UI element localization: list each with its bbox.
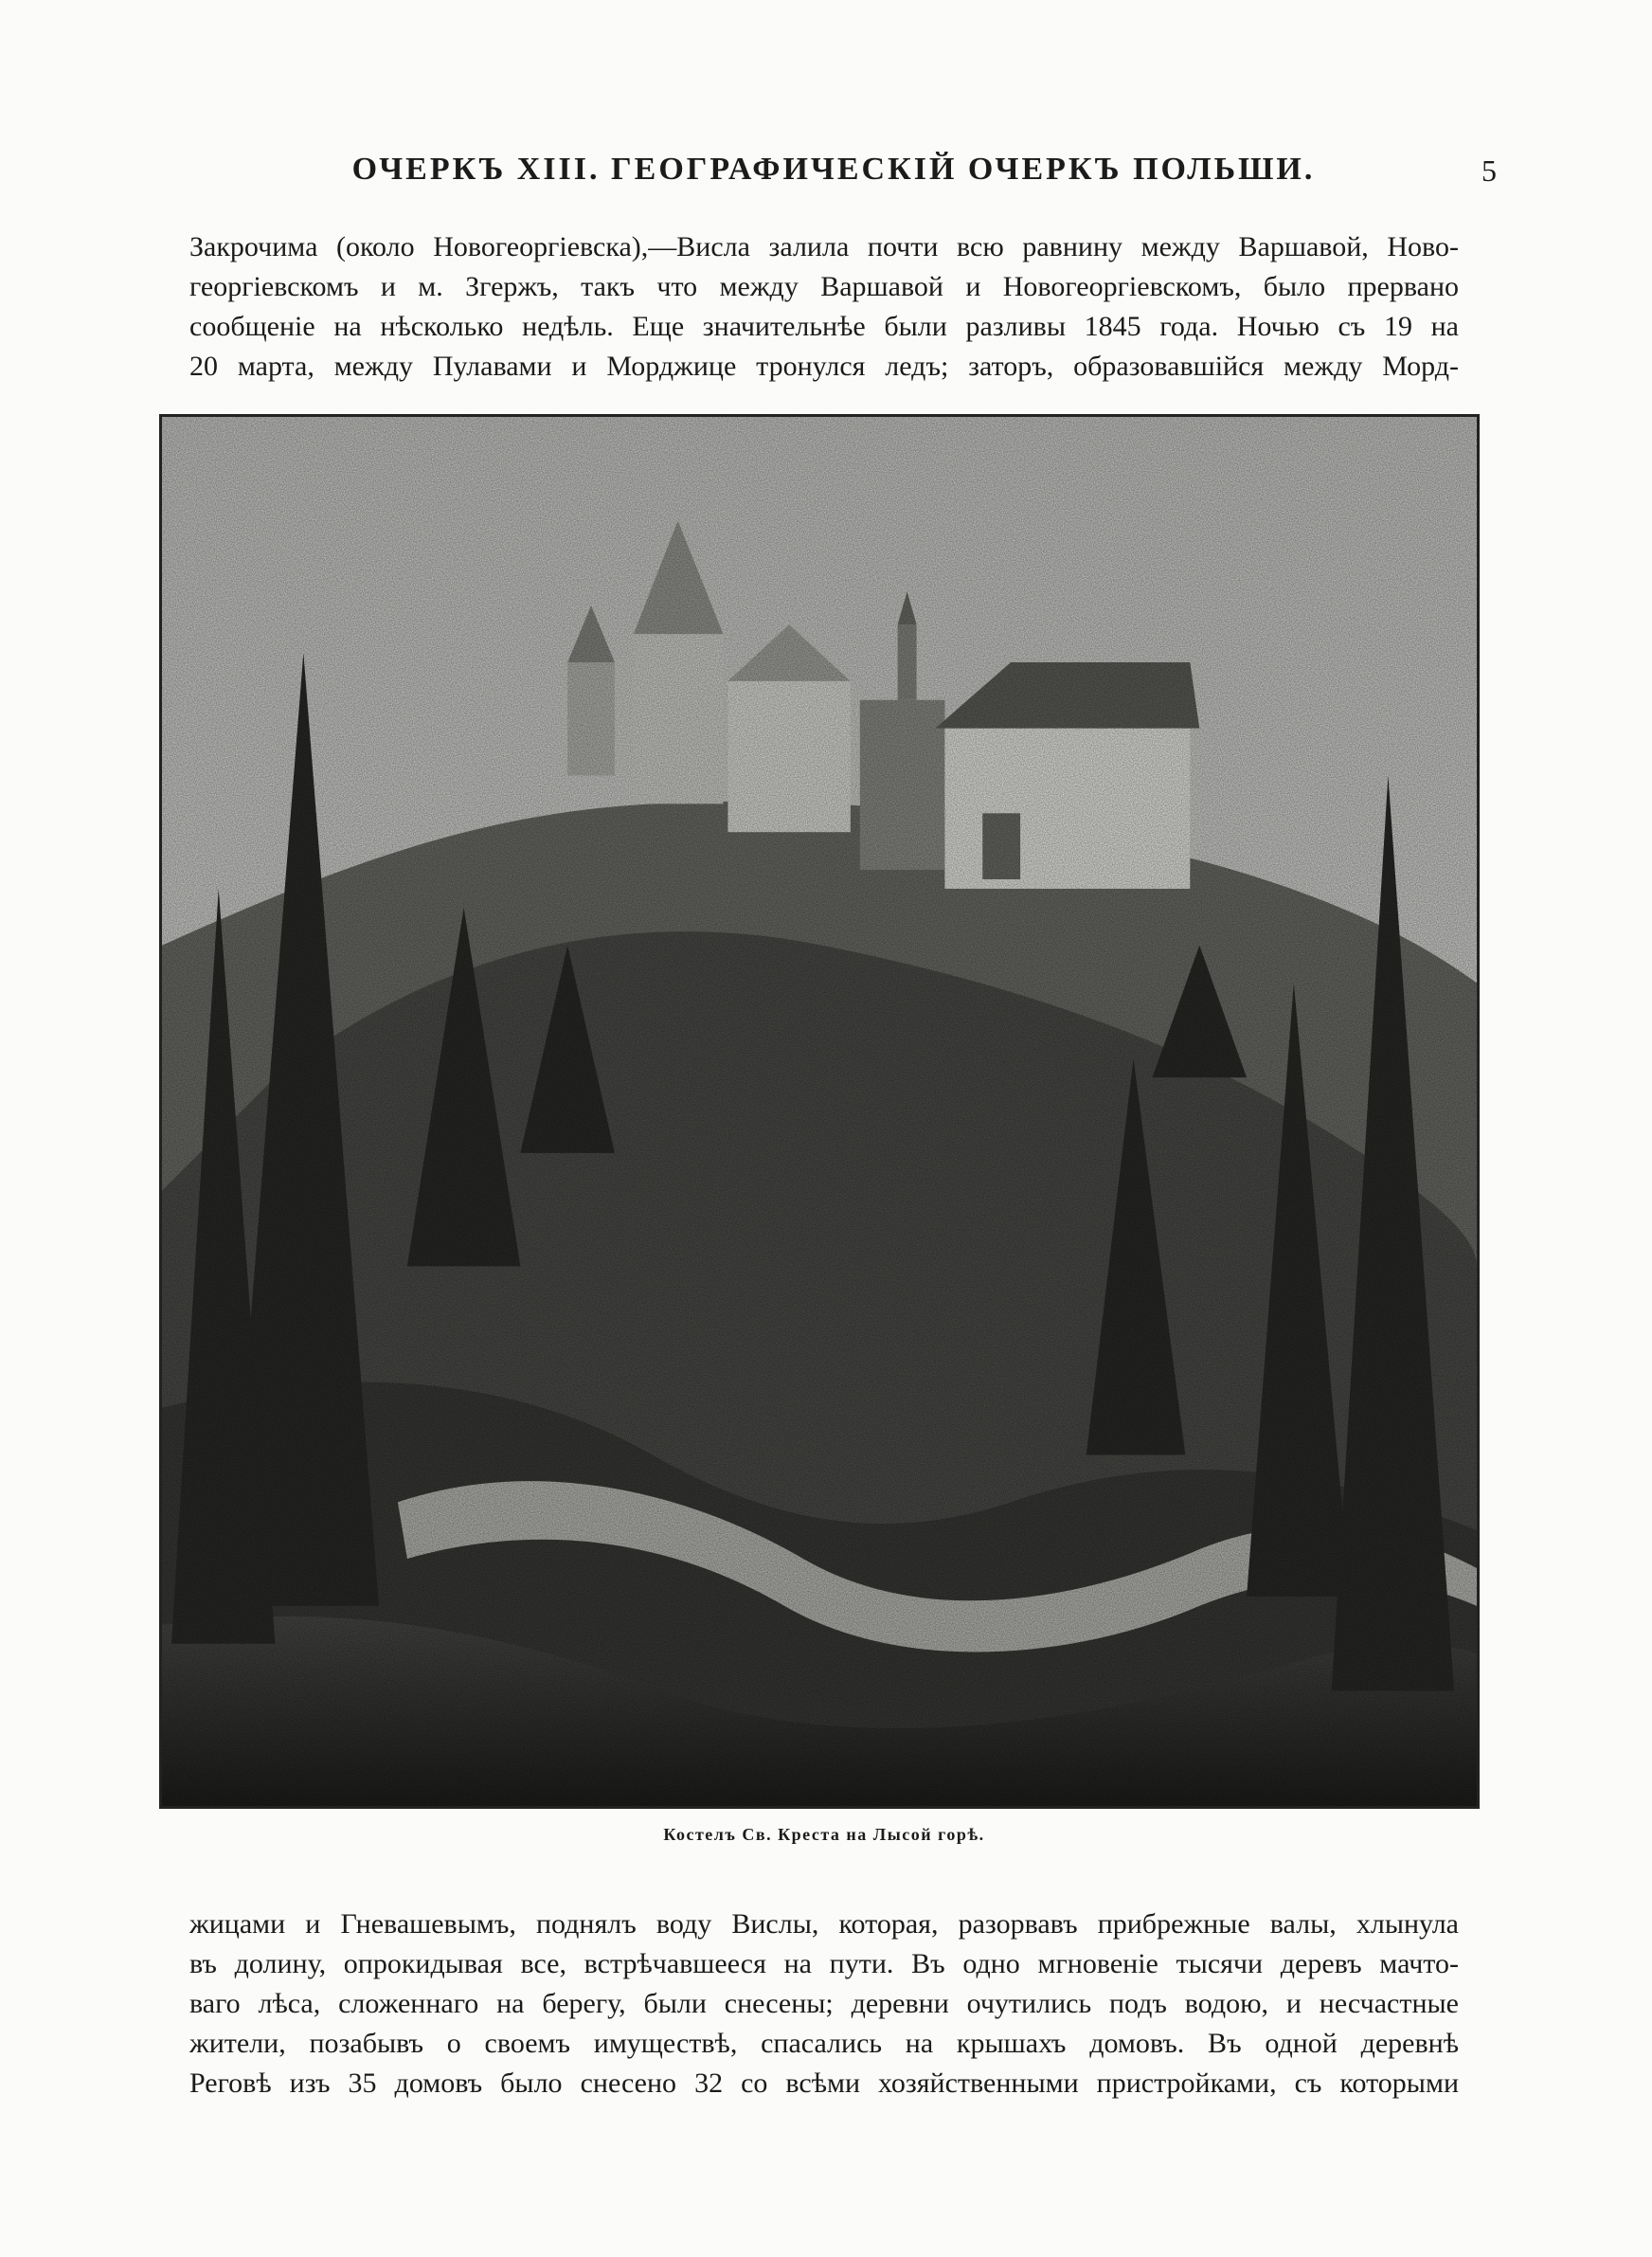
text-line: Реговѣ изъ 35 домовъ было снесено 32 со всѣми хозяйственными пристройками, съ которыми bbox=[189, 2067, 1459, 2099]
running-head bbox=[189, 152, 1497, 208]
paragraph-top bbox=[189, 227, 1459, 387]
paragraph-bottom bbox=[189, 1905, 1459, 2104]
text-line: жицами и Гневашевымъ, поднялъ воду Вислы, которая, разорвавъ прибрежные валы, хлынула bbox=[189, 1908, 1459, 1940]
text-line: Закрочима (около Новогеоргіевска),—Висла залила почти всю равнину между Варшавой, Ново- bbox=[189, 231, 1459, 262]
text-line: ваго лѣса, сложеннаго на берегу, были снесены; деревни очутились подъ водою, и несчастные bbox=[189, 1988, 1459, 2019]
figure-caption: Костелъ Св. Креста на Лысой горѣ. bbox=[663, 1825, 985, 1844]
text-line: сообщеніе на нѣсколько недѣль. Еще значительнѣе были разливы 1845 года. Ночью съ 19 на bbox=[189, 311, 1459, 342]
text-line: жители, позабывъ о своемъ имуществѣ, спасались на крышахъ домовъ. Въ одной деревнѣ bbox=[189, 2028, 1459, 2059]
text-line: въ долину, опрокидывая все, встрѣчавшееся на пути. Въ одно мгновеніе тысячи деревъ мачто- bbox=[189, 1948, 1459, 1979]
engraving-picture bbox=[162, 417, 1477, 1806]
text-line: 20 марта, между Пулавами и Морджице тронулся ледъ; заторъ, образовавшійся между Морд- bbox=[189, 351, 1459, 382]
engraving-illustration bbox=[159, 414, 1480, 1809]
page-number: 5 bbox=[1481, 153, 1497, 188]
running-title: ОЧЕРКЪ XIII. ГЕОГРАФИЧЕСКІЙ ОЧЕРКЪ ПОЛЬШИ. bbox=[351, 152, 1316, 187]
text-line: георгіевскомъ и м. Згержъ, такъ что между Варшавой и Новогеоргіевскомъ, было прервано bbox=[189, 271, 1459, 302]
